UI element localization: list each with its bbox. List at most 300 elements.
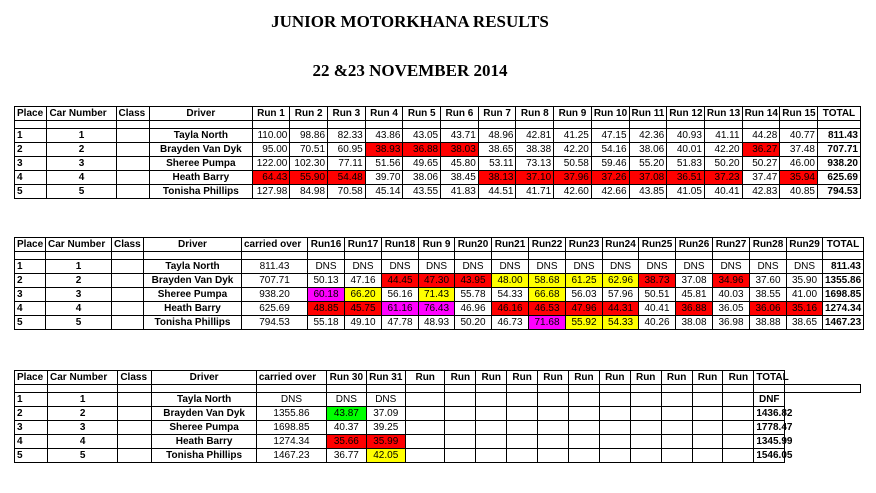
run-header: Run 4 <box>365 107 403 121</box>
driver-name-cell: Sheree Pumpa <box>152 421 256 435</box>
spacer-cell <box>112 252 144 260</box>
spacer-cell <box>676 252 713 260</box>
spacer-cell <box>365 121 403 129</box>
table-row <box>15 316 864 330</box>
run-time-cell: 40.26 <box>639 316 676 330</box>
place-cell: 3 <box>15 157 47 171</box>
run-time-cell: 37.09 <box>366 407 405 421</box>
spacer-cell <box>242 252 308 260</box>
total-cell: 707.71 <box>817 143 860 157</box>
run-time-cell: DNS <box>529 260 566 274</box>
run-time-cell: DNS <box>787 260 823 274</box>
run-header: Run <box>692 371 723 385</box>
run-time-cell: 98.86 <box>290 129 328 143</box>
total-cell: 1546.05 <box>754 449 785 463</box>
run-time-cell: 36.51 <box>667 171 705 185</box>
run-time-cell: 55.92 <box>566 316 603 330</box>
run-time-cell: 40.03 <box>713 288 750 302</box>
total-cell: 1698.85 <box>823 288 864 302</box>
page-title: JUNIOR MOTORKHANA RESULTS <box>271 12 549 31</box>
carried-over-cell: 938.20 <box>242 288 308 302</box>
results-table-runs-30-31 <box>14 370 861 463</box>
spacer-cell <box>290 121 328 129</box>
run-time-cell: 41.25 <box>554 129 592 143</box>
place-cell: 2 <box>15 274 46 288</box>
run-time-cell: 36.88 <box>676 302 713 316</box>
car-number-cell: 1 <box>46 260 112 274</box>
run-time-cell <box>599 393 630 407</box>
table-row <box>15 421 861 435</box>
run-time-cell: 39.70 <box>365 171 403 185</box>
header-row <box>15 238 864 252</box>
car-number-cell: 4 <box>46 302 112 316</box>
class-cell <box>112 302 144 316</box>
spacer-cell <box>441 121 479 129</box>
results-table-runs-1-15 <box>14 106 861 199</box>
run-header: Run20 <box>455 238 492 252</box>
run-header: Run 2 <box>290 107 328 121</box>
driver-name-cell: Heath Barry <box>152 435 256 449</box>
run-header: Run 9 <box>554 107 592 121</box>
run-time-cell <box>692 435 723 449</box>
total-cell: 938.20 <box>817 157 860 171</box>
class-cell <box>112 288 144 302</box>
run-time-cell: 37.96 <box>554 171 592 185</box>
run-time-cell: 38.38 <box>516 143 554 157</box>
run-time-cell: 38.65 <box>478 143 516 157</box>
run-time-cell <box>692 407 723 421</box>
spacer-cell <box>492 252 529 260</box>
run-time-cell: 36.27 <box>742 143 780 157</box>
run-time-cell <box>476 393 507 407</box>
run-time-cell: 54.33 <box>603 316 639 330</box>
run-time-cell <box>630 393 661 407</box>
run-time-cell: 35.94 <box>780 171 818 185</box>
carried-over-header: carried over <box>242 238 308 252</box>
carried-over-cell: 625.69 <box>242 302 308 316</box>
run-time-cell <box>445 435 476 449</box>
run-time-cell: 40.77 <box>780 129 818 143</box>
run-header: Run24 <box>603 238 639 252</box>
run-time-cell: DNS <box>492 260 529 274</box>
table-row <box>15 435 861 449</box>
run-time-cell: 43.95 <box>455 274 492 288</box>
run-time-cell: 70.51 <box>290 143 328 157</box>
run-time-cell <box>538 407 569 421</box>
spacer-cell <box>455 252 492 260</box>
spacer-cell <box>538 385 569 393</box>
run-header: Run <box>568 371 599 385</box>
car-number-cell: 3 <box>47 157 116 171</box>
run-time-cell: 35.66 <box>327 435 366 449</box>
run-header: Run28 <box>750 238 787 252</box>
carried-over-cell: 707.71 <box>242 274 308 288</box>
table-row <box>15 449 861 463</box>
spacer-cell <box>152 385 256 393</box>
run-time-cell: DNS <box>566 260 603 274</box>
spacer-cell <box>599 385 630 393</box>
run-time-cell: 41.71 <box>516 185 554 199</box>
run-time-cell: 44.28 <box>742 129 780 143</box>
class-cell <box>118 407 152 421</box>
run-time-cell: 47.30 <box>419 274 455 288</box>
run-time-cell: 36.88 <box>403 143 441 157</box>
event-date: 22 &23 NOVEMBER 2014 <box>312 61 508 80</box>
spacer-cell <box>823 252 864 260</box>
run-time-cell: 66.68 <box>529 288 566 302</box>
run-header: Run 9 <box>419 238 455 252</box>
driver-name-cell: Brayden Van Dyk <box>144 274 242 288</box>
class-cell <box>116 157 150 171</box>
run-time-cell: 49.10 <box>345 316 382 330</box>
spacer-cell <box>780 121 818 129</box>
run-time-cell: 60.18 <box>308 288 345 302</box>
car-number-header: Car Number <box>46 238 112 252</box>
spacer-cell <box>15 121 47 129</box>
run-time-cell: 50.20 <box>455 316 492 330</box>
run-time-cell <box>723 449 754 463</box>
spacer-cell <box>554 121 592 129</box>
table-row <box>15 171 861 185</box>
run-time-cell: 42.66 <box>591 185 629 199</box>
spacer-cell <box>144 252 242 260</box>
spacer-cell <box>478 121 516 129</box>
run-time-cell <box>568 421 599 435</box>
spacer-cell <box>150 121 253 129</box>
run-time-cell: 38.65 <box>787 316 823 330</box>
spacer-cell <box>46 252 112 260</box>
run-time-cell: DNS <box>639 260 676 274</box>
driver-header: Driver <box>144 238 242 252</box>
run-time-cell: 35.16 <box>787 302 823 316</box>
spacer-cell <box>256 385 326 393</box>
total-cell: 811.43 <box>817 129 860 143</box>
run-header: Run <box>723 371 754 385</box>
run-time-cell: 53.11 <box>478 157 516 171</box>
run-header: Run 13 <box>704 107 742 121</box>
spacer-cell <box>328 121 366 129</box>
run-header: Run29 <box>787 238 823 252</box>
spacer-cell <box>419 252 455 260</box>
run-time-cell: 48.96 <box>478 129 516 143</box>
run-time-cell: 43.87 <box>327 407 366 421</box>
total-cell: DNF <box>754 393 785 407</box>
run-time-cell: 38.13 <box>478 171 516 185</box>
driver-name-cell: Sheree Pumpa <box>150 157 253 171</box>
run-header: Run 5 <box>403 107 441 121</box>
run-time-cell: 48.93 <box>419 316 455 330</box>
spacer-cell <box>568 385 599 393</box>
car-number-cell: 5 <box>46 316 112 330</box>
run-time-cell <box>692 449 723 463</box>
run-time-cell: 36.77 <box>327 449 366 463</box>
run-header: Run16 <box>308 238 345 252</box>
run-time-cell: 50.13 <box>308 274 345 288</box>
spacer-cell <box>116 121 150 129</box>
run-time-cell <box>476 407 507 421</box>
run-header: Run18 <box>382 238 419 252</box>
run-time-cell <box>599 435 630 449</box>
car-number-cell: 2 <box>46 274 112 288</box>
run-time-cell: 46.73 <box>492 316 529 330</box>
run-time-cell <box>507 393 538 407</box>
run-time-cell <box>405 421 444 435</box>
run-time-cell <box>599 449 630 463</box>
car-number-cell: 1 <box>47 129 116 143</box>
place-cell: 1 <box>15 129 47 143</box>
run-time-cell: 45.80 <box>441 157 479 171</box>
run-time-cell: 38.88 <box>750 316 787 330</box>
run-time-cell <box>538 421 569 435</box>
class-cell <box>112 260 144 274</box>
run-time-cell: 34.96 <box>713 274 750 288</box>
place-cell: 1 <box>15 393 48 407</box>
spacer-cell <box>750 252 787 260</box>
run-time-cell: 55.78 <box>455 288 492 302</box>
run-header: Run 12 <box>667 107 705 121</box>
place-header: Place <box>15 238 46 252</box>
run-time-cell: 45.14 <box>365 185 403 199</box>
spacer-cell <box>591 121 629 129</box>
spacer-cell <box>308 252 345 260</box>
total-header: TOTAL <box>754 371 785 385</box>
place-cell: 5 <box>15 449 48 463</box>
run-time-cell: 50.58 <box>554 157 592 171</box>
run-time-cell: 54.33 <box>492 288 529 302</box>
run-time-cell: 50.51 <box>639 288 676 302</box>
run-time-cell: DNS <box>455 260 492 274</box>
run-time-cell: 71.43 <box>419 288 455 302</box>
run-time-cell <box>405 449 444 463</box>
spacer-cell <box>742 121 780 129</box>
spacer-cell <box>566 252 603 260</box>
run-time-cell: 37.08 <box>629 171 667 185</box>
run-time-cell <box>405 435 444 449</box>
run-time-cell: 55.20 <box>629 157 667 171</box>
run-time-cell: 42.60 <box>554 185 592 199</box>
car-number-cell: 1 <box>48 393 118 407</box>
carried-over-cell: 1698.85 <box>256 421 326 435</box>
spacer-row <box>15 121 861 129</box>
spacer-cell <box>252 121 290 129</box>
spacer-cell <box>713 252 750 260</box>
run-header: Run 11 <box>629 107 667 121</box>
table-row <box>15 185 861 199</box>
run-time-cell: 82.33 <box>328 129 366 143</box>
spacer-cell <box>667 121 705 129</box>
run-time-cell: 46.16 <box>492 302 529 316</box>
run-header: Run26 <box>676 238 713 252</box>
run-time-cell <box>445 407 476 421</box>
run-time-cell <box>568 449 599 463</box>
run-time-cell <box>476 435 507 449</box>
run-header: Run <box>445 371 476 385</box>
place-header: Place <box>15 371 48 385</box>
run-time-cell <box>661 435 692 449</box>
car-number-cell: 2 <box>47 143 116 157</box>
run-time-cell: 38.06 <box>403 171 441 185</box>
header-row <box>15 107 861 121</box>
run-time-cell: 36.05 <box>713 302 750 316</box>
run-time-cell: 73.13 <box>516 157 554 171</box>
driver-name-cell: Brayden Van Dyk <box>152 407 256 421</box>
run-time-cell: 36.98 <box>713 316 750 330</box>
car-number-cell: 3 <box>46 288 112 302</box>
run-time-cell: 43.05 <box>403 129 441 143</box>
car-number-header: Car Number <box>47 107 116 121</box>
run-time-cell <box>692 421 723 435</box>
carried-over-cell: 1467.23 <box>256 449 326 463</box>
run-time-cell: 46.53 <box>529 302 566 316</box>
class-cell <box>118 449 152 463</box>
class-cell <box>116 185 150 199</box>
run-time-cell <box>538 393 569 407</box>
run-time-cell: 40.01 <box>667 143 705 157</box>
run-header: Run <box>630 371 661 385</box>
table-row <box>15 407 861 421</box>
run-header: Run17 <box>345 238 382 252</box>
total-cell: 1778.47 <box>754 421 785 435</box>
driver-name-cell: Brayden Van Dyk <box>150 143 253 157</box>
table-row <box>15 157 861 171</box>
run-time-cell <box>538 435 569 449</box>
run-time-cell <box>692 393 723 407</box>
run-time-cell <box>723 393 754 407</box>
run-time-cell: 66.20 <box>345 288 382 302</box>
run-time-cell <box>405 407 444 421</box>
run-header: Run 14 <box>742 107 780 121</box>
run-time-cell <box>405 393 444 407</box>
table-row <box>15 288 864 302</box>
total-cell: 1355.86 <box>823 274 864 288</box>
spacer-cell <box>817 121 860 129</box>
run-time-cell: 45.81 <box>676 288 713 302</box>
run-time-cell <box>568 393 599 407</box>
run-time-cell <box>476 449 507 463</box>
run-time-cell: 47.96 <box>566 302 603 316</box>
run-time-cell <box>630 407 661 421</box>
run-time-cell: DNS <box>366 393 405 407</box>
spacer-cell <box>327 385 366 393</box>
run-time-cell: 51.56 <box>365 157 403 171</box>
place-cell: 2 <box>15 143 47 157</box>
run-time-cell: 47.78 <box>382 316 419 330</box>
run-time-cell: 51.83 <box>667 157 705 171</box>
spacer-cell <box>403 121 441 129</box>
driver-name-cell: Tayla North <box>152 393 256 407</box>
spacer-cell <box>785 385 861 393</box>
run-time-cell: 47.15 <box>591 129 629 143</box>
run-time-cell: DNS <box>382 260 419 274</box>
run-time-cell <box>507 449 538 463</box>
car-number-cell: 4 <box>47 171 116 185</box>
run-time-cell: DNS <box>676 260 713 274</box>
class-cell <box>116 129 150 143</box>
run-time-cell: 59.46 <box>591 157 629 171</box>
run-time-cell: 50.27 <box>742 157 780 171</box>
run-time-cell: 37.48 <box>780 143 818 157</box>
run-time-cell <box>568 407 599 421</box>
run-time-cell: DNS <box>419 260 455 274</box>
run-time-cell: 61.25 <box>566 274 603 288</box>
run-time-cell <box>723 421 754 435</box>
driver-name-cell: Tonisha Phillips <box>144 316 242 330</box>
table-row <box>15 143 861 157</box>
carried-over-cell: 1355.86 <box>256 407 326 421</box>
spacer-cell <box>661 385 692 393</box>
run-header: Run 31 <box>366 371 405 385</box>
place-cell: 1 <box>15 260 46 274</box>
run-time-cell: 58.68 <box>529 274 566 288</box>
run-time-cell: DNS <box>308 260 345 274</box>
run-time-cell: 84.98 <box>290 185 328 199</box>
run-time-cell: 37.10 <box>516 171 554 185</box>
table-row <box>15 302 864 316</box>
driver-name-cell: Tonisha Phillips <box>152 449 256 463</box>
car-number-header: Car Number <box>48 371 118 385</box>
total-cell: 794.53 <box>817 185 860 199</box>
run-time-cell: 38.93 <box>365 143 403 157</box>
run-time-cell <box>661 449 692 463</box>
run-time-cell <box>445 393 476 407</box>
spacer-cell <box>529 252 566 260</box>
run-time-cell: 37.60 <box>750 274 787 288</box>
run-time-cell <box>568 435 599 449</box>
class-cell <box>112 274 144 288</box>
run-time-cell <box>630 435 661 449</box>
carried-over-cell: 1274.34 <box>256 435 326 449</box>
run-time-cell: 41.00 <box>787 288 823 302</box>
run-header: Run <box>599 371 630 385</box>
table-row <box>15 129 861 143</box>
run-time-cell: 38.08 <box>676 316 713 330</box>
driver-name-cell: Heath Barry <box>144 302 242 316</box>
run-time-cell: 38.45 <box>441 171 479 185</box>
run-time-cell: 54.16 <box>591 143 629 157</box>
run-time-cell: 43.86 <box>365 129 403 143</box>
run-time-cell: 42.20 <box>704 143 742 157</box>
spacer-cell <box>787 252 823 260</box>
run-time-cell: 46.96 <box>455 302 492 316</box>
run-time-cell: 40.41 <box>639 302 676 316</box>
carried-over-cell: 794.53 <box>242 316 308 330</box>
run-time-cell <box>445 421 476 435</box>
spacer-cell <box>405 385 444 393</box>
run-time-cell: 102.30 <box>290 157 328 171</box>
run-time-cell: 110.00 <box>252 129 290 143</box>
total-cell: 1274.34 <box>823 302 864 316</box>
driver-name-cell: Heath Barry <box>150 171 253 185</box>
table-row <box>15 393 861 407</box>
spacer-cell <box>704 121 742 129</box>
spacer-cell <box>15 385 48 393</box>
run-header: Run 6 <box>441 107 479 121</box>
run-time-cell: 64.43 <box>252 171 290 185</box>
run-header: Run <box>538 371 569 385</box>
carried-over-header: carried over <box>256 371 326 385</box>
run-header: Run 30 <box>327 371 366 385</box>
run-time-cell: 43.85 <box>629 185 667 199</box>
spacer-cell <box>639 252 676 260</box>
run-time-cell: 44.31 <box>603 302 639 316</box>
run-time-cell: 40.93 <box>667 129 705 143</box>
run-time-cell <box>661 407 692 421</box>
run-time-cell: 36.06 <box>750 302 787 316</box>
run-time-cell: 62.96 <box>603 274 639 288</box>
run-time-cell: 41.83 <box>441 185 479 199</box>
driver-name-cell: Tayla North <box>144 260 242 274</box>
run-time-cell: DNS <box>713 260 750 274</box>
